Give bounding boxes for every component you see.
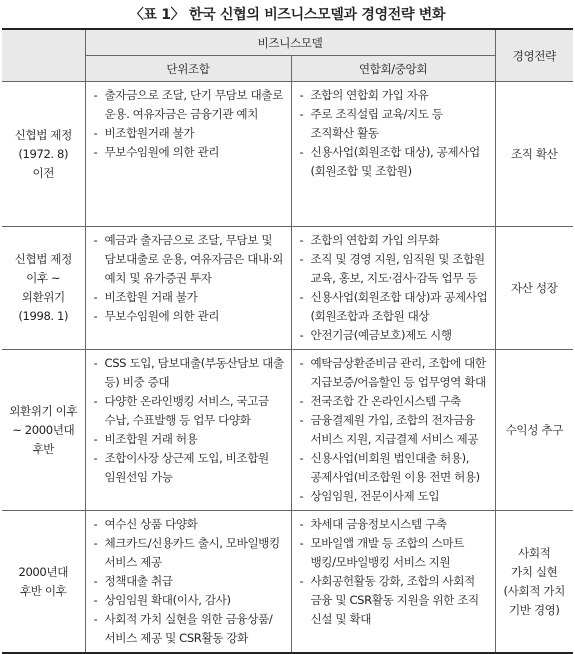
header-federation: 연합회/중앙회 [291,56,495,82]
list-item: - 비조합원거래 불가 [94,124,285,143]
federation-cell [291,350,495,511]
unit-list [94,515,285,648]
list-item: - 차세대 금융정보시스템 구축 [300,515,489,534]
period-line: 외환위기 이후 [9,403,78,418]
list-item: - 비조합원 거래 허용 [94,430,285,449]
federation-cell [291,511,495,654]
list-item: - 비조합원 거래 불가 [94,288,285,307]
period-cell [2,511,85,654]
strategy-line: (사회적 가치 [503,583,565,598]
period-cell [2,82,85,227]
list-item: - 신용사업(회원조합 대상)과 공제사업(회원조합과 조합원 대상 [300,288,489,326]
period-line: 신협법 제정 [14,127,72,142]
list-item: - 주로 조직설립 교육/지도 등 조직확산 활동 [300,105,489,143]
list-item: - 무보수임원에 의한 관리 [94,307,285,326]
table-title: 〈표 1〉 한국 신협의 비즈니스모델과 경영전략 변화 [129,7,446,23]
federation-list [300,231,489,345]
federation-list [300,86,489,181]
strategy-cell [495,350,573,511]
period-cell [2,350,85,511]
list-item: - 사회공헌활동 강화, 조합의 사회적 금융 및 CSR활동 지원을 위한 조직 신설 및 확대 [300,572,489,629]
strategy-cell [495,227,573,350]
list-item: - 여수신 상품 다양화 [94,515,285,534]
period-line: (1998. 1) [18,309,69,323]
header-unit: 단위조합 [85,56,291,82]
list-item: - 안전기금(예금보호)제도 시행 [300,326,489,345]
table-row [2,227,573,350]
strategy-line: 기반 경영) [508,602,560,617]
strategy-line: 조직 확산 [511,146,558,161]
header-blank [2,29,85,82]
list-item: - 출자금으로 조달, 단기 무담보 대출로 운용. 여유자금은 금융기관 예치 [94,86,285,124]
strategy-line: 수익성 추구 [505,422,563,437]
table-row [2,511,573,654]
period-line: ~ 2000년대 [12,422,75,437]
strategy-cell [495,511,573,654]
list-item: - 예금과 출자금으로 조달, 무담보 및 담보대출로 운용, 여유자금은 대내·외 예치 및 유가증권 투자 [94,231,285,288]
federation-list [300,515,489,629]
header-business-model: 비즈니스모델 [85,29,495,56]
list-item: - 조합의 연합회 가입 의무화 [300,231,489,250]
period-line: (1972. 8) [18,146,69,161]
list-item: - 정책대출 취급 [94,572,285,591]
unit-cell [85,227,291,350]
list-item: - 조합의 연합회 가입 자유 [300,86,489,105]
strategy-line: 사회적 [518,545,551,560]
strategy-line: 자산 성장 [511,280,558,295]
list-item: - 신용사업(회원조합 대상), 공제사업(회원조합 및 조합원) [300,143,489,181]
strategy-cell [495,82,573,227]
list-item: - 신용사업(비회원 법인대출 허용), 공제사업(비조합원 이용 전면 허용) [300,449,489,487]
period-line: 외환위기 [21,290,65,304]
federation-cell [291,82,495,227]
list-item: - 다양한 온라인뱅킹 서비스, 국고금 수납, 수표발행 등 업무 다양화 [94,392,285,430]
list-item: - CSS 도입, 담보대출(부동산담보 대출 등) 비중 증대 [94,354,285,392]
table-row [2,350,573,511]
period-line: 이후 ~ [26,271,61,285]
list-item: - 상임임원 확대(이사, 감사) [94,591,285,610]
unit-cell [85,511,291,654]
table-row [2,82,573,227]
period-line: 후반 이후 [20,583,67,598]
strategy-line: 가치 실현 [511,564,558,579]
list-item: - 조합이사장 상근제 도입, 비조합원 임원선임 가능 [94,449,285,487]
list-item: - 모바일앱 개발 등 조합의 스마트 뱅킹/모바일뱅킹 서비스 지원 [300,534,489,572]
header-strategy: 경영전략 [495,29,573,82]
list-item: - 전국조합 간 온라인시스템 구축 [300,392,489,411]
list-item: - 무보수임원에 의한 관리 [94,143,285,162]
list-item: - 상임임원, 전문이사제 도입 [300,487,489,506]
list-item: - 사회적 가치 실현을 위한 금융상품/서비스 제공 및 CSR활동 강화 [94,610,285,648]
list-item: - 체크카드/신용카드 출시, 모바일뱅킹 서비스 제공 [94,534,285,572]
unit-list [94,86,285,162]
list-item: - 예탁금상환준비금 관리, 조합에 대한 지급보증/어음할인 등 업무영역 확대 [300,354,489,392]
federation-list [300,354,489,506]
period-cell [2,227,85,350]
unit-cell [85,82,291,227]
period-line: 후반 [32,441,55,456]
period-line: 신협법 제정 [14,252,72,266]
business-model-table [2,28,573,654]
unit-cell [85,350,291,511]
federation-cell [291,227,495,350]
period-line: 2000년대 [18,564,68,579]
period-line: 이전 [32,165,55,180]
list-item: - 금융결제원 가입, 조합의 전자금융 서비스 지원, 지급결제 서비스 제공 [300,411,489,449]
unit-list [94,354,285,487]
list-item: - 조직 및 경영 지원, 임직원 및 조합원 교육, 홍보, 지도·검사·감독 업무 등 [300,250,489,288]
unit-list [94,231,285,326]
